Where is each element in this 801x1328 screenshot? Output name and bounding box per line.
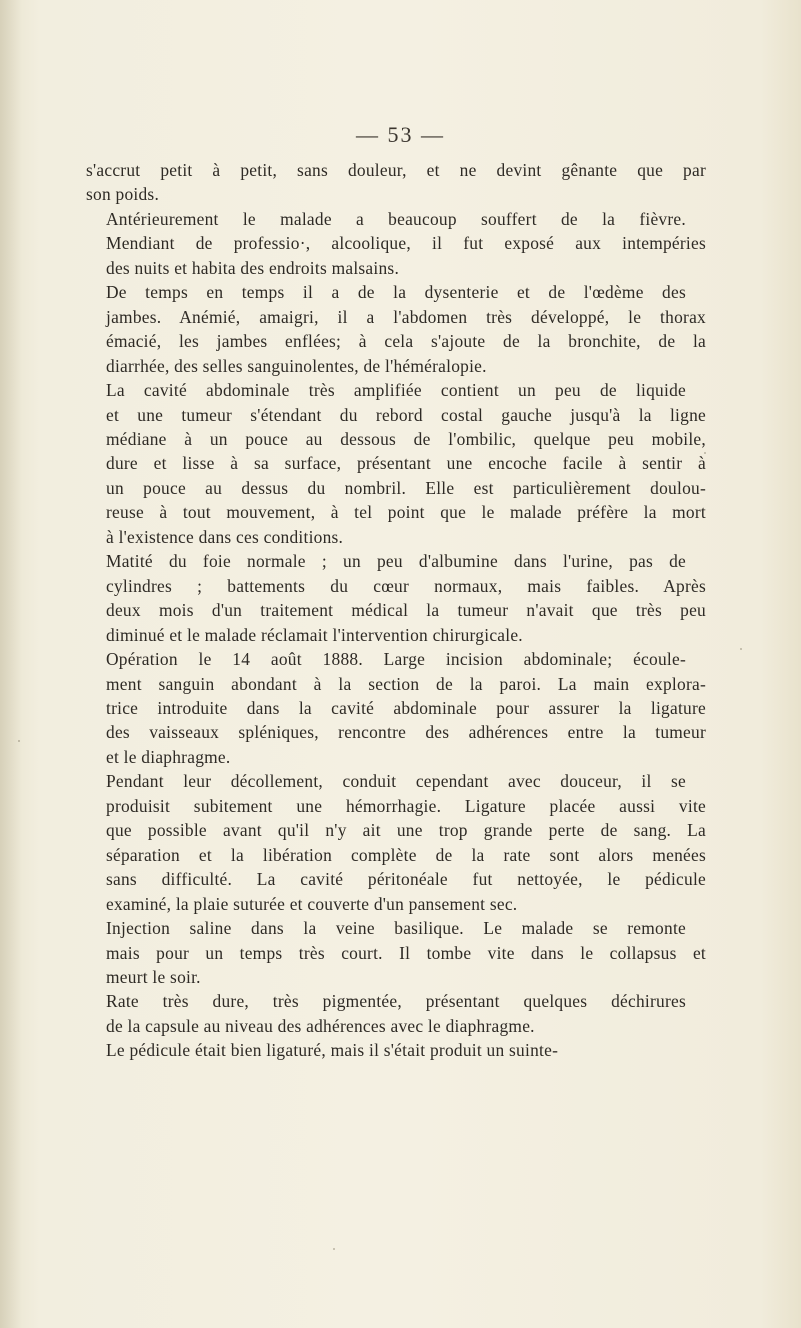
text-line: Antérieurement le malade a beaucoup souffert de la fièvre. [106, 208, 686, 229]
paragraph [86, 989, 706, 1038]
paper-speck [333, 1248, 335, 1250]
text-line: ment sanguin abondant à la section de la paroi. La main explora- [106, 673, 706, 694]
text-line: des vaisseaux spléniques, rencontre des adhérences entre la tumeur [106, 722, 706, 743]
text-line: De temps en temps il a de la dysenterie et de l'œdème des [106, 282, 686, 303]
text-line: et le diaphragme. [106, 746, 231, 767]
text-line: mais pour un temps très court. Il tombe vite dans le collapsus et [106, 942, 706, 963]
text-line: diarrhée, des selles sanguinolentes, de l'héméralopie. [106, 355, 487, 376]
text-line: examiné, la plaie suturée et couverte d'un pansement sec. [106, 893, 518, 914]
paper-speck [18, 740, 20, 742]
text-line: produisit subitement une hémorrhagie. Ligature placée aussi vite [106, 795, 706, 816]
text-line: meurt le soir. [106, 966, 201, 987]
text-line: à l'existence dans ces conditions. [106, 526, 344, 547]
text-line: Injection saline dans la veine basilique. Le malade se remonte [106, 918, 686, 939]
text-line: son poids. [86, 184, 160, 205]
text-line: deux mois d'un traitement médical la tumeur n'avait que très peu [106, 600, 706, 621]
text-line: cylindres ; battements du cœur normaux, mais faibles. Après [106, 575, 706, 596]
text-line: reuse à tout mouvement, à tel point que le malade préfère la mort [106, 502, 706, 523]
text-line: Rate très dure, très pigmentée, présentant quelques déchirures [106, 991, 686, 1012]
text-line: un pouce au dessus du nombril. Elle est particulièrement doulou- [106, 477, 706, 498]
page-number: — 53 — [356, 122, 445, 147]
text-line: émacié, les jambes enflées; à cela s'ajoute de la bronchite, de la [106, 331, 706, 352]
paper-speck [740, 648, 742, 650]
text-line: des nuits et habita des endroits malsains. [106, 257, 400, 278]
text-line: diminué et le malade réclamait l'intervention chirurgicale. [106, 624, 523, 645]
text-line: Le pédicule était bien ligaturé, mais il s'était produit un suinte- [106, 1040, 559, 1061]
text-line: et une tumeur s'étendant du rebord costal gauche jusqu'à la ligne [106, 404, 706, 425]
text-line: que possible avant qu'il n'y ait une trop grande perte de sang. La [106, 820, 706, 841]
paragraph [86, 158, 706, 207]
text-line: de la capsule au niveau des adhérences avec le diaphragme. [106, 1015, 535, 1036]
paragraph [86, 378, 706, 549]
paragraph [86, 769, 706, 916]
text-line: trice introduite dans la cavité abdominale pour assurer la ligature [106, 697, 706, 718]
paragraph [86, 916, 706, 989]
text-line: médiane à un pouce au dessous de l'ombilic, quelque peu mobile, [106, 428, 706, 449]
text-line: Matité du foie normale ; un peu d'albumine dans l'urine, pas de [106, 551, 686, 572]
text-line: Opération le 14 août 1888. Large incision abdominale; écoule- [106, 649, 686, 670]
paragraph [86, 280, 706, 378]
text-line: La cavité abdominale très amplifiée contient un peu de liquide [106, 380, 686, 401]
text-line: jambes. Anémié, amaigri, il a l'abdomen très développé, le thorax [106, 306, 706, 327]
paragraph [86, 207, 706, 280]
text-line: s'accrut petit à petit, sans douleur, et ne devint gênante que par [86, 160, 706, 180]
text-line: sans difficulté. La cavité péritonéale fut nettoyée, le pédicule [106, 869, 706, 890]
text-line: Pendant leur décollement, conduit cependant avec douceur, il se [106, 771, 686, 792]
text-line: séparation et la libération complète de la rate sont alors menées [106, 844, 706, 865]
paper-speck [704, 452, 706, 454]
paragraph [86, 549, 706, 647]
paragraph [86, 1038, 706, 1062]
body-text [86, 158, 706, 1063]
text-line: dure et lisse à sa surface, présentant une encoche facile à sentir à [106, 453, 706, 474]
paragraph [86, 647, 706, 769]
text-line: Mendiant de professio·, alcoolique, il fut exposé aux intempéries [106, 233, 706, 254]
page-spine-shadow [0, 0, 22, 1328]
